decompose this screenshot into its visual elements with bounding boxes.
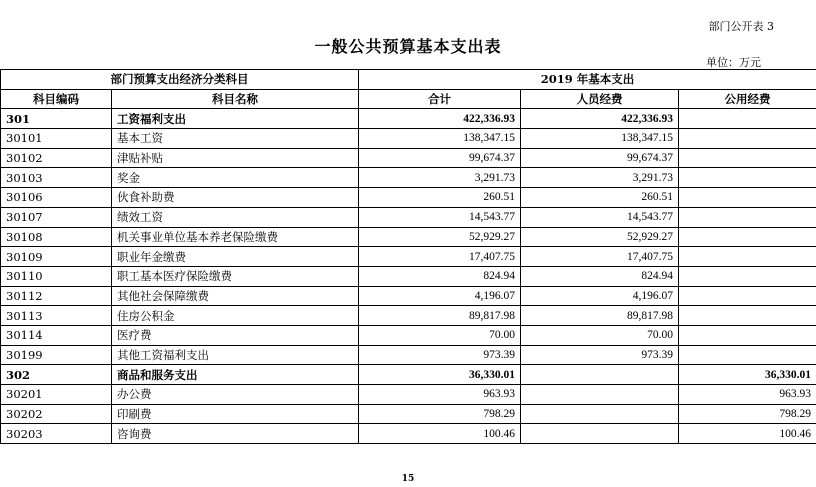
budget-table xyxy=(0,69,816,444)
table-row xyxy=(1,424,816,444)
cell-name: 职工基本医疗保险缴费 xyxy=(112,266,359,286)
cell-total: 260.51 xyxy=(359,188,521,208)
page-title: 一般公共预算基本支出表 xyxy=(314,37,502,56)
cell-name: 机关事业单位基本养老保险缴费 xyxy=(112,227,359,247)
unit-label: 单位：万元 xyxy=(706,56,761,69)
cell-personnel: 52,929.27 xyxy=(521,227,679,247)
table-row xyxy=(1,266,816,286)
table-row xyxy=(1,129,816,149)
table-row xyxy=(1,168,816,188)
page-number: 15 xyxy=(401,474,415,484)
cell-personnel: 70.00 xyxy=(521,325,679,345)
table-row xyxy=(1,247,816,267)
column-header-personnel: 人员经费 xyxy=(521,89,679,109)
cell-public xyxy=(679,188,816,208)
cell-code: 30113 xyxy=(1,306,112,326)
cell-code: 30109 xyxy=(1,247,112,267)
cell-code: 30106 xyxy=(1,188,112,208)
cell-total: 422,336.93 xyxy=(359,109,521,129)
cell-personnel: 260.51 xyxy=(521,188,679,208)
cell-code: 30108 xyxy=(1,227,112,247)
cell-public: 100.46 xyxy=(679,424,816,444)
cell-name: 商品和服务支出 xyxy=(112,365,359,385)
cell-name: 奖金 xyxy=(112,168,359,188)
cell-personnel: 89,817.98 xyxy=(521,306,679,326)
cell-total: 99,674.37 xyxy=(359,148,521,168)
cell-name: 住房公积金 xyxy=(112,306,359,326)
cell-total: 798.29 xyxy=(359,404,521,424)
cell-name: 绩效工资 xyxy=(112,207,359,227)
table-row xyxy=(1,385,816,405)
cell-code: 30107 xyxy=(1,207,112,227)
cell-public xyxy=(679,207,816,227)
cell-code: 30101 xyxy=(1,129,112,149)
cell-public xyxy=(679,247,816,267)
cell-name: 其他社会保障缴费 xyxy=(112,286,359,306)
cell-personnel: 422,336.93 xyxy=(521,109,679,129)
cell-public: 798.29 xyxy=(679,404,816,424)
cell-public: 963.93 xyxy=(679,385,816,405)
cell-public xyxy=(679,129,816,149)
cell-public: 36,330.01 xyxy=(679,365,816,385)
cell-total: 17,407.75 xyxy=(359,247,521,267)
cell-total: 89,817.98 xyxy=(359,306,521,326)
cell-public xyxy=(679,227,816,247)
cell-public xyxy=(679,325,816,345)
cell-personnel: 17,407.75 xyxy=(521,247,679,267)
cell-code: 30110 xyxy=(1,266,112,286)
cell-personnel xyxy=(521,404,679,424)
cell-personnel xyxy=(521,365,679,385)
column-header-row xyxy=(1,89,816,109)
cell-public xyxy=(679,148,816,168)
cell-code: 30201 xyxy=(1,385,112,405)
cell-total: 36,330.01 xyxy=(359,365,521,385)
cell-personnel: 14,543.77 xyxy=(521,207,679,227)
form-number: 部门公开表 3 xyxy=(708,20,774,33)
cell-code: 30114 xyxy=(1,325,112,345)
cell-public xyxy=(679,109,816,129)
cell-name: 基本工资 xyxy=(112,129,359,149)
group-header-classification: 部门预算支出经济分类科目 xyxy=(1,70,359,90)
group-header-basic-expenditure: 2019 年基本支出 xyxy=(359,70,816,90)
cell-code: 30103 xyxy=(1,168,112,188)
cell-personnel: 973.39 xyxy=(521,345,679,365)
cell-name: 医疗费 xyxy=(112,325,359,345)
cell-total: 14,543.77 xyxy=(359,207,521,227)
table-row xyxy=(1,227,816,247)
cell-public xyxy=(679,168,816,188)
cell-total: 973.39 xyxy=(359,345,521,365)
cell-code: 302 xyxy=(1,365,112,385)
cell-personnel: 3,291.73 xyxy=(521,168,679,188)
cell-total: 4,196.07 xyxy=(359,286,521,306)
table-row xyxy=(1,306,816,326)
table-row xyxy=(1,148,816,168)
column-header-public: 公用经费 xyxy=(679,89,816,109)
table-row xyxy=(1,345,816,365)
cell-total: 100.46 xyxy=(359,424,521,444)
cell-personnel: 824.94 xyxy=(521,266,679,286)
cell-personnel: 138,347.15 xyxy=(521,129,679,149)
cell-total: 70.00 xyxy=(359,325,521,345)
table-row xyxy=(1,207,816,227)
cell-name: 工资福利支出 xyxy=(112,109,359,129)
cell-name: 印刷费 xyxy=(112,404,359,424)
cell-total: 52,929.27 xyxy=(359,227,521,247)
column-header-total: 合计 xyxy=(359,89,521,109)
cell-public xyxy=(679,306,816,326)
cell-name: 咨询费 xyxy=(112,424,359,444)
table-row xyxy=(1,188,816,208)
cell-personnel xyxy=(521,424,679,444)
cell-name: 办公费 xyxy=(112,385,359,405)
table-row xyxy=(1,404,816,424)
cell-total: 3,291.73 xyxy=(359,168,521,188)
column-header-code: 科目编码 xyxy=(1,89,112,109)
cell-name: 职业年金缴费 xyxy=(112,247,359,267)
cell-code: 30202 xyxy=(1,404,112,424)
cell-public xyxy=(679,266,816,286)
cell-code: 30112 xyxy=(1,286,112,306)
cell-total: 963.93 xyxy=(359,385,521,405)
table-row xyxy=(1,365,816,385)
cell-code: 301 xyxy=(1,109,112,129)
group-header-row xyxy=(1,70,816,90)
cell-name: 其他工资福利支出 xyxy=(112,345,359,365)
table-row xyxy=(1,325,816,345)
table-row xyxy=(1,109,816,129)
cell-name: 伙食补助费 xyxy=(112,188,359,208)
cell-public xyxy=(679,345,816,365)
cell-total: 824.94 xyxy=(359,266,521,286)
cell-personnel xyxy=(521,385,679,405)
table-row xyxy=(1,286,816,306)
cell-personnel: 4,196.07 xyxy=(521,286,679,306)
cell-code: 30102 xyxy=(1,148,112,168)
cell-public xyxy=(679,286,816,306)
cell-total: 138,347.15 xyxy=(359,129,521,149)
cell-personnel: 99,674.37 xyxy=(521,148,679,168)
cell-code: 30199 xyxy=(1,345,112,365)
cell-name: 津贴补贴 xyxy=(112,148,359,168)
cell-code: 30203 xyxy=(1,424,112,444)
table-body xyxy=(1,109,816,444)
column-header-name: 科目名称 xyxy=(112,89,359,109)
